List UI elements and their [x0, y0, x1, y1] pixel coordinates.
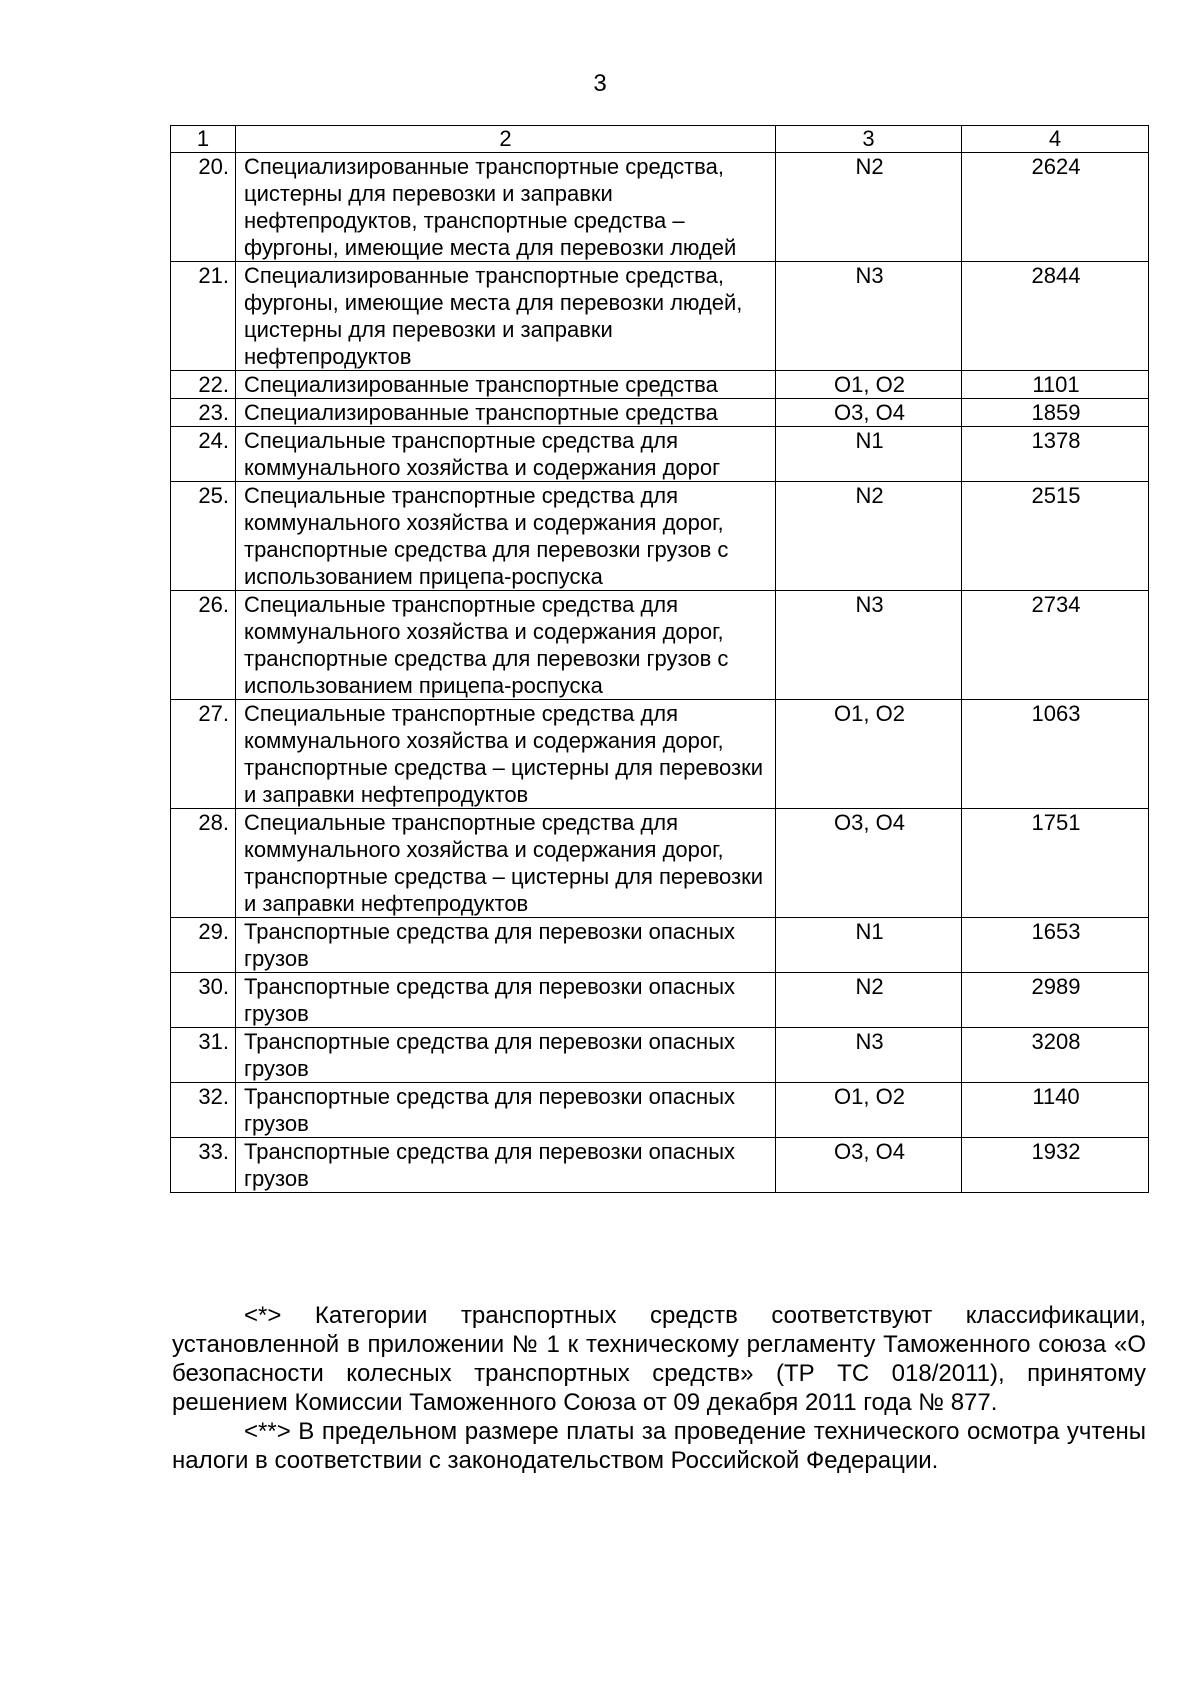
- table-row: [171, 153, 1149, 262]
- row-number: 27.: [171, 700, 236, 809]
- table-row: [171, 700, 1149, 809]
- vehicle-description: Специальные транспортные средства для коммунального хозяйства и содержания дорог, транспортные средства – цистерны для перевозки и заправки нефтепродуктов: [236, 700, 776, 809]
- vehicle-category: O3, O4: [776, 399, 962, 427]
- fee-amount: 2515: [962, 482, 1149, 591]
- row-number: 26.: [171, 591, 236, 700]
- fee-amount: 1101: [962, 371, 1149, 399]
- vehicle-description: Специальные транспортные средства для коммунального хозяйства и содержания дорог, транспортные средства – цистерны для перевозки и заправки нефтепродуктов: [236, 809, 776, 918]
- vehicle-description: Транспортные средства для перевозки опасных грузов: [236, 1028, 776, 1083]
- row-number: 31.: [171, 1028, 236, 1083]
- footnotes: [172, 1301, 1146, 1475]
- vehicle-category: N1: [776, 427, 962, 482]
- row-number: 29.: [171, 918, 236, 973]
- row-number: 21.: [171, 262, 236, 371]
- column-header: 2: [236, 126, 776, 153]
- table-row: [171, 482, 1149, 591]
- fee-amount: 1751: [962, 809, 1149, 918]
- vehicle-description: Специализированные транспортные средства, фургоны, имеющие места для перевозки людей, цистерны для перевозки и заправки нефтепродуктов: [236, 262, 776, 371]
- vehicle-description: Специальные транспортные средства для коммунального хозяйства и содержания дорог, транспортные средства для перевозки грузов с использованием прицепа-роспуска: [236, 482, 776, 591]
- vehicle-category: N2: [776, 153, 962, 262]
- fee-amount: 1140: [962, 1083, 1149, 1138]
- row-number: 28.: [171, 809, 236, 918]
- table-row: [171, 1028, 1149, 1083]
- footnote-taxes: <**> В предельном размере платы за проведение технического осмотра учтены налоги в соответствии с законодательством Российской Федерации.: [172, 1418, 1146, 1474]
- vehicle-description: Специализированные транспортные средства: [236, 371, 776, 399]
- footnote-categories: <*> Категории транспортных средств соответствуют классификации, установленной в приложении № 1 к техническому регламенту Таможенного союза «О безопасности колесных транспортных средств» (ТР ТС 018/2011), принятому решением Комиссии Таможенного Союза от 09 декабря 2011 года № 877.: [172, 1302, 1146, 1416]
- table-row: [171, 1138, 1149, 1193]
- table-row: [171, 427, 1149, 482]
- fee-amount: 2734: [962, 591, 1149, 700]
- fee-amount: 3208: [962, 1028, 1149, 1083]
- vehicle-description: Специальные транспортные средства для коммунального хозяйства и содержания дорог: [236, 427, 776, 482]
- table-row: [171, 809, 1149, 918]
- vehicle-description: Транспортные средства для перевозки опасных грузов: [236, 1138, 776, 1193]
- vehicle-description: Специализированные транспортные средства, цистерны для перевозки и заправки нефтепродуктов, транспортные средства – фургоны, имеющие места для перевозки людей: [236, 153, 776, 262]
- vehicle-category: O1, O2: [776, 1083, 962, 1138]
- vehicle-category: N3: [776, 1028, 962, 1083]
- vehicle-category: O1, O2: [776, 371, 962, 399]
- fee-amount: 1859: [962, 399, 1149, 427]
- vehicle-category: O1, O2: [776, 700, 962, 809]
- vehicle-category: N3: [776, 591, 962, 700]
- row-number: 32.: [171, 1083, 236, 1138]
- row-number: 24.: [171, 427, 236, 482]
- vehicle-category: N2: [776, 973, 962, 1028]
- table-row: [171, 973, 1149, 1028]
- row-number: 25.: [171, 482, 236, 591]
- table-row: [171, 262, 1149, 371]
- column-header: 3: [776, 126, 962, 153]
- vehicle-category: N1: [776, 918, 962, 973]
- table-row: [171, 399, 1149, 427]
- row-number: 20.: [171, 153, 236, 262]
- fee-amount: 1378: [962, 427, 1149, 482]
- table-row: [171, 591, 1149, 700]
- vehicle-description: Транспортные средства для перевозки опасных грузов: [236, 1083, 776, 1138]
- vehicle-category: O3, O4: [776, 809, 962, 918]
- vehicle-description: Специализированные транспортные средства: [236, 399, 776, 427]
- fee-amount: 2844: [962, 262, 1149, 371]
- fee-table: [170, 125, 1149, 1193]
- vehicle-category: N3: [776, 262, 962, 371]
- row-number: 22.: [171, 371, 236, 399]
- table-row: [171, 371, 1149, 399]
- fee-amount: 1063: [962, 700, 1149, 809]
- table-row: [171, 1083, 1149, 1138]
- vehicle-description: Транспортные средства для перевозки опасных грузов: [236, 973, 776, 1028]
- vehicle-category: O3, O4: [776, 1138, 962, 1193]
- vehicle-description: Специальные транспортные средства для коммунального хозяйства и содержания дорог, транспортные средства для перевозки грузов с использованием прицепа-роспуска: [236, 591, 776, 700]
- row-number: 30.: [171, 973, 236, 1028]
- page-number: 3: [593, 70, 607, 97]
- fee-amount: 1932: [962, 1138, 1149, 1193]
- row-number: 23.: [171, 399, 236, 427]
- fee-amount: 2989: [962, 973, 1149, 1028]
- table-body: [171, 153, 1149, 1193]
- table-header-row: [171, 126, 1149, 153]
- column-header: 1: [171, 126, 236, 153]
- vehicle-category: N2: [776, 482, 962, 591]
- fee-amount: 1653: [962, 918, 1149, 973]
- fee-amount: 2624: [962, 153, 1149, 262]
- vehicle-description: Транспортные средства для перевозки опасных грузов: [236, 918, 776, 973]
- row-number: 33.: [171, 1138, 236, 1193]
- table-row: [171, 918, 1149, 973]
- column-header: 4: [962, 126, 1149, 153]
